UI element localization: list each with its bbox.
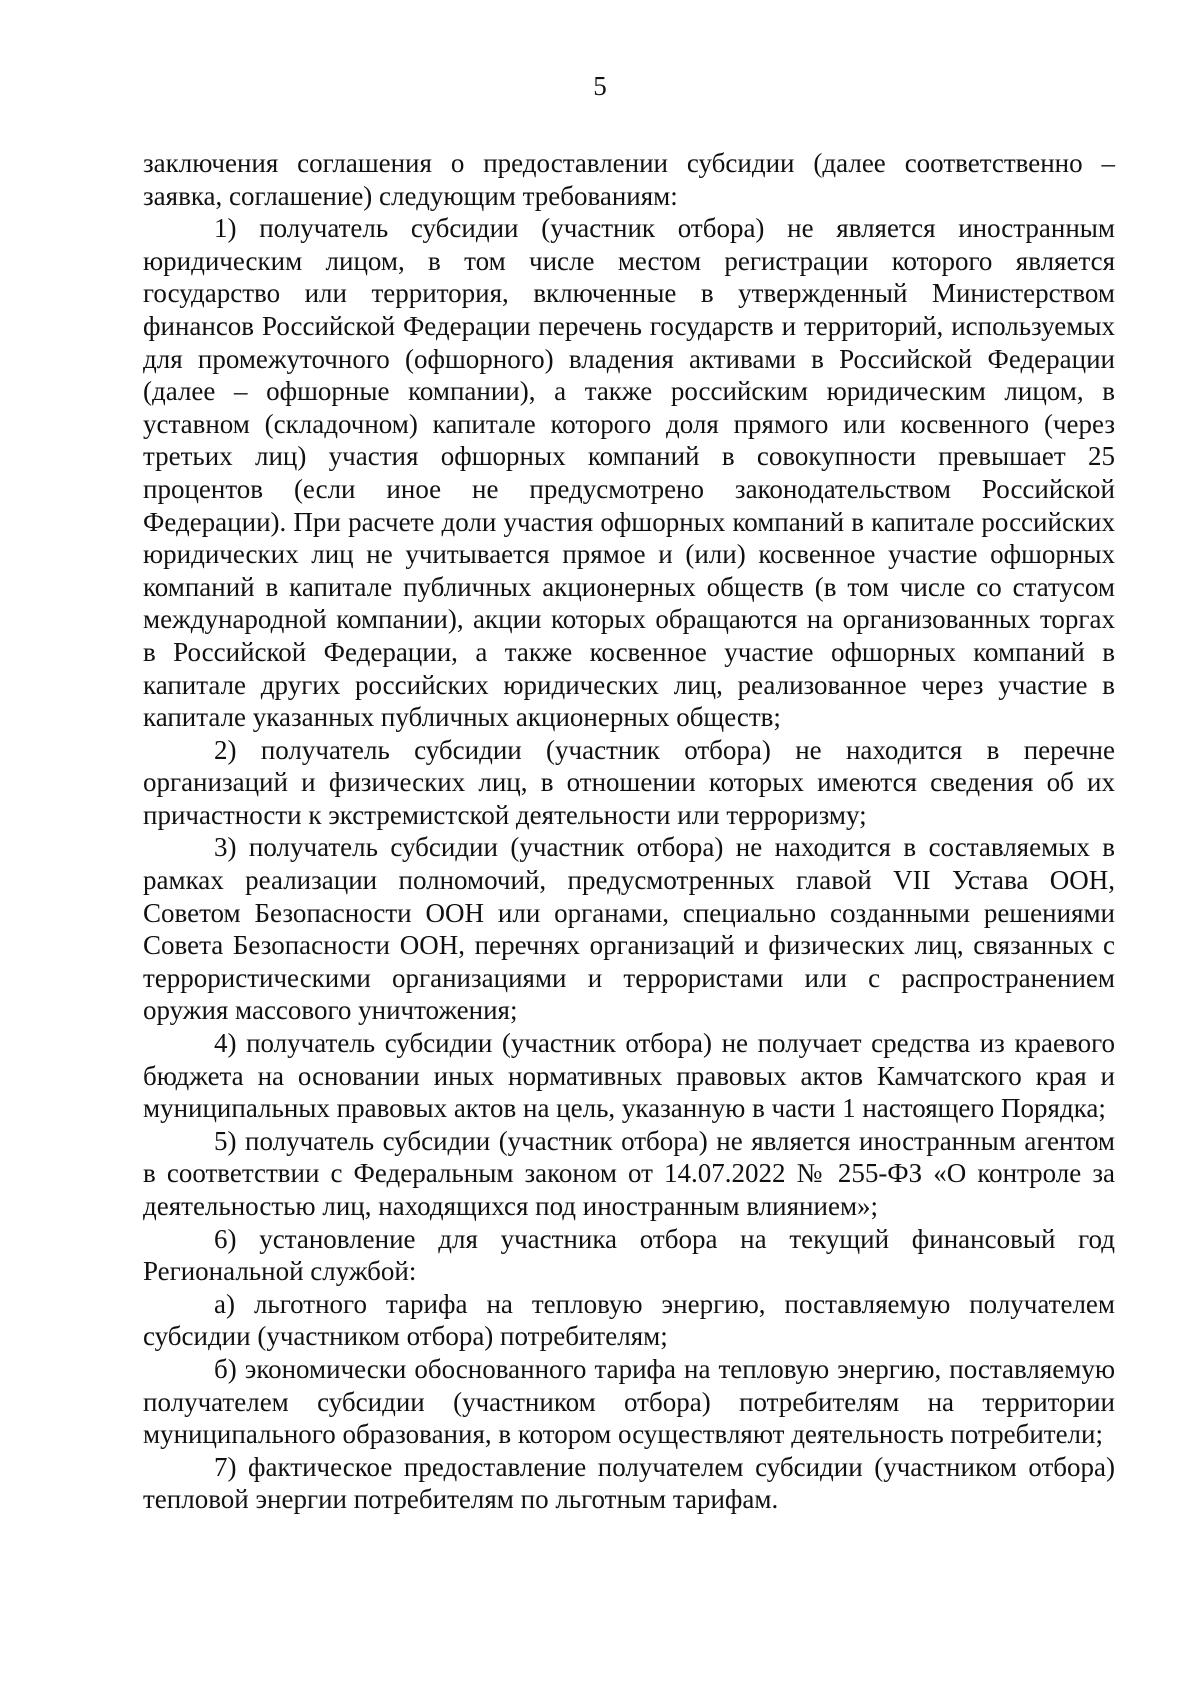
paragraph-item-6: 6) установление для участника отбора на текущий финансовый год Региональной службой: [143,1223,1115,1287]
paragraph-item-2: 2) получатель субсидии (участник отбора) не находится в перечне организаций и физических лиц, в отношении которых имеются сведения об их причастности к экстремистской деятельности или терроризму; [143,734,1115,830]
paragraph-intro: заключения соглашения о предоставлении субсидии (далее соответственно – заявка, соглашение) следующим требованиям: [143,148,1115,211]
paragraph-item-1: 1) получатель субсидии (участник отбора) не является иностранным юридическим лицом, в том числе местом регистрации которого является государство или территория, включенные в утвержденный Министерством финансов Российской Федерации перечень государств и территорий, используемых для промежуточного (офшорного) владения активами в Российской Федерации (далее – офшорные компании), а также российским юридическим лицом, в уставном (складочном) капитале которого доля прямого или косвенного (через третьих лиц) участия офшорных компаний в совокупности превышает 25 процентов (если иное не предусмотрено законодательством Российской Федерации). При расчете доли участия офшорных компаний в капитале российских юридических лиц не учитывается прямое и (или) косвенное участие офшорных компаний в капитале публичных акционерных обществ (в том числе со статусом международной компании), акции которых обращаются на организованных торгах в Российской Федерации, а также косвенное участие офшорных компаний в капитале других российских юридических лиц, реализованное через участие в капитале указанных публичных акционерных обществ; [143,213,1115,733]
paragraph-item-6a: а) льготного тарифа на тепловую энергию, поставляемую получателем субсидии (участником отбора) потребителям; [143,1288,1115,1352]
paragraph-item-5: 5) получатель субсидии (участник отбора) не является иностранным агентом в соответствии с Федеральным законом от 14.07.2022 № 255-ФЗ «О контроле за деятельностью лиц, находящихся под иностранным влиянием»; [143,1125,1115,1221]
paragraph-item-3: 3) получатель субсидии (участник отбора) не находится в составляемых в рамках реализации полномочий, предусмотренных главой VII Устава ООН, Советом Безопасности ООН или органами, специально созданными решениями Совета Безопасности ООН, перечнях организаций и физических лиц, связанных с террористическими организациями и террористами или с распространением оружия массового уничтожения; [143,832,1115,1026]
paragraph-item-6b: б) экономически обоснованного тарифа на тепловую энергию, поставляемую получателем субсидии (участником отбора) потребителям на территории муниципального образования, в котором осуществляют деятельность потребители; [143,1353,1115,1450]
paragraph-item-4: 4) получатель субсидии (участник отбора) не получает средства из краевого бюджета на основании иных нормативных правовых актов Камчатского края и муниципальных правовых актов на цель, указанную в части 1 настоящего Порядка; [143,1028,1115,1124]
paragraph-item-7: 7) фактическое предоставление получателем субсидии (участником отбора) тепловой энергии потребителям по льготным тарифам. [143,1451,1115,1515]
body-text [143,147,1115,1516]
page-number: 5 [593,71,607,101]
